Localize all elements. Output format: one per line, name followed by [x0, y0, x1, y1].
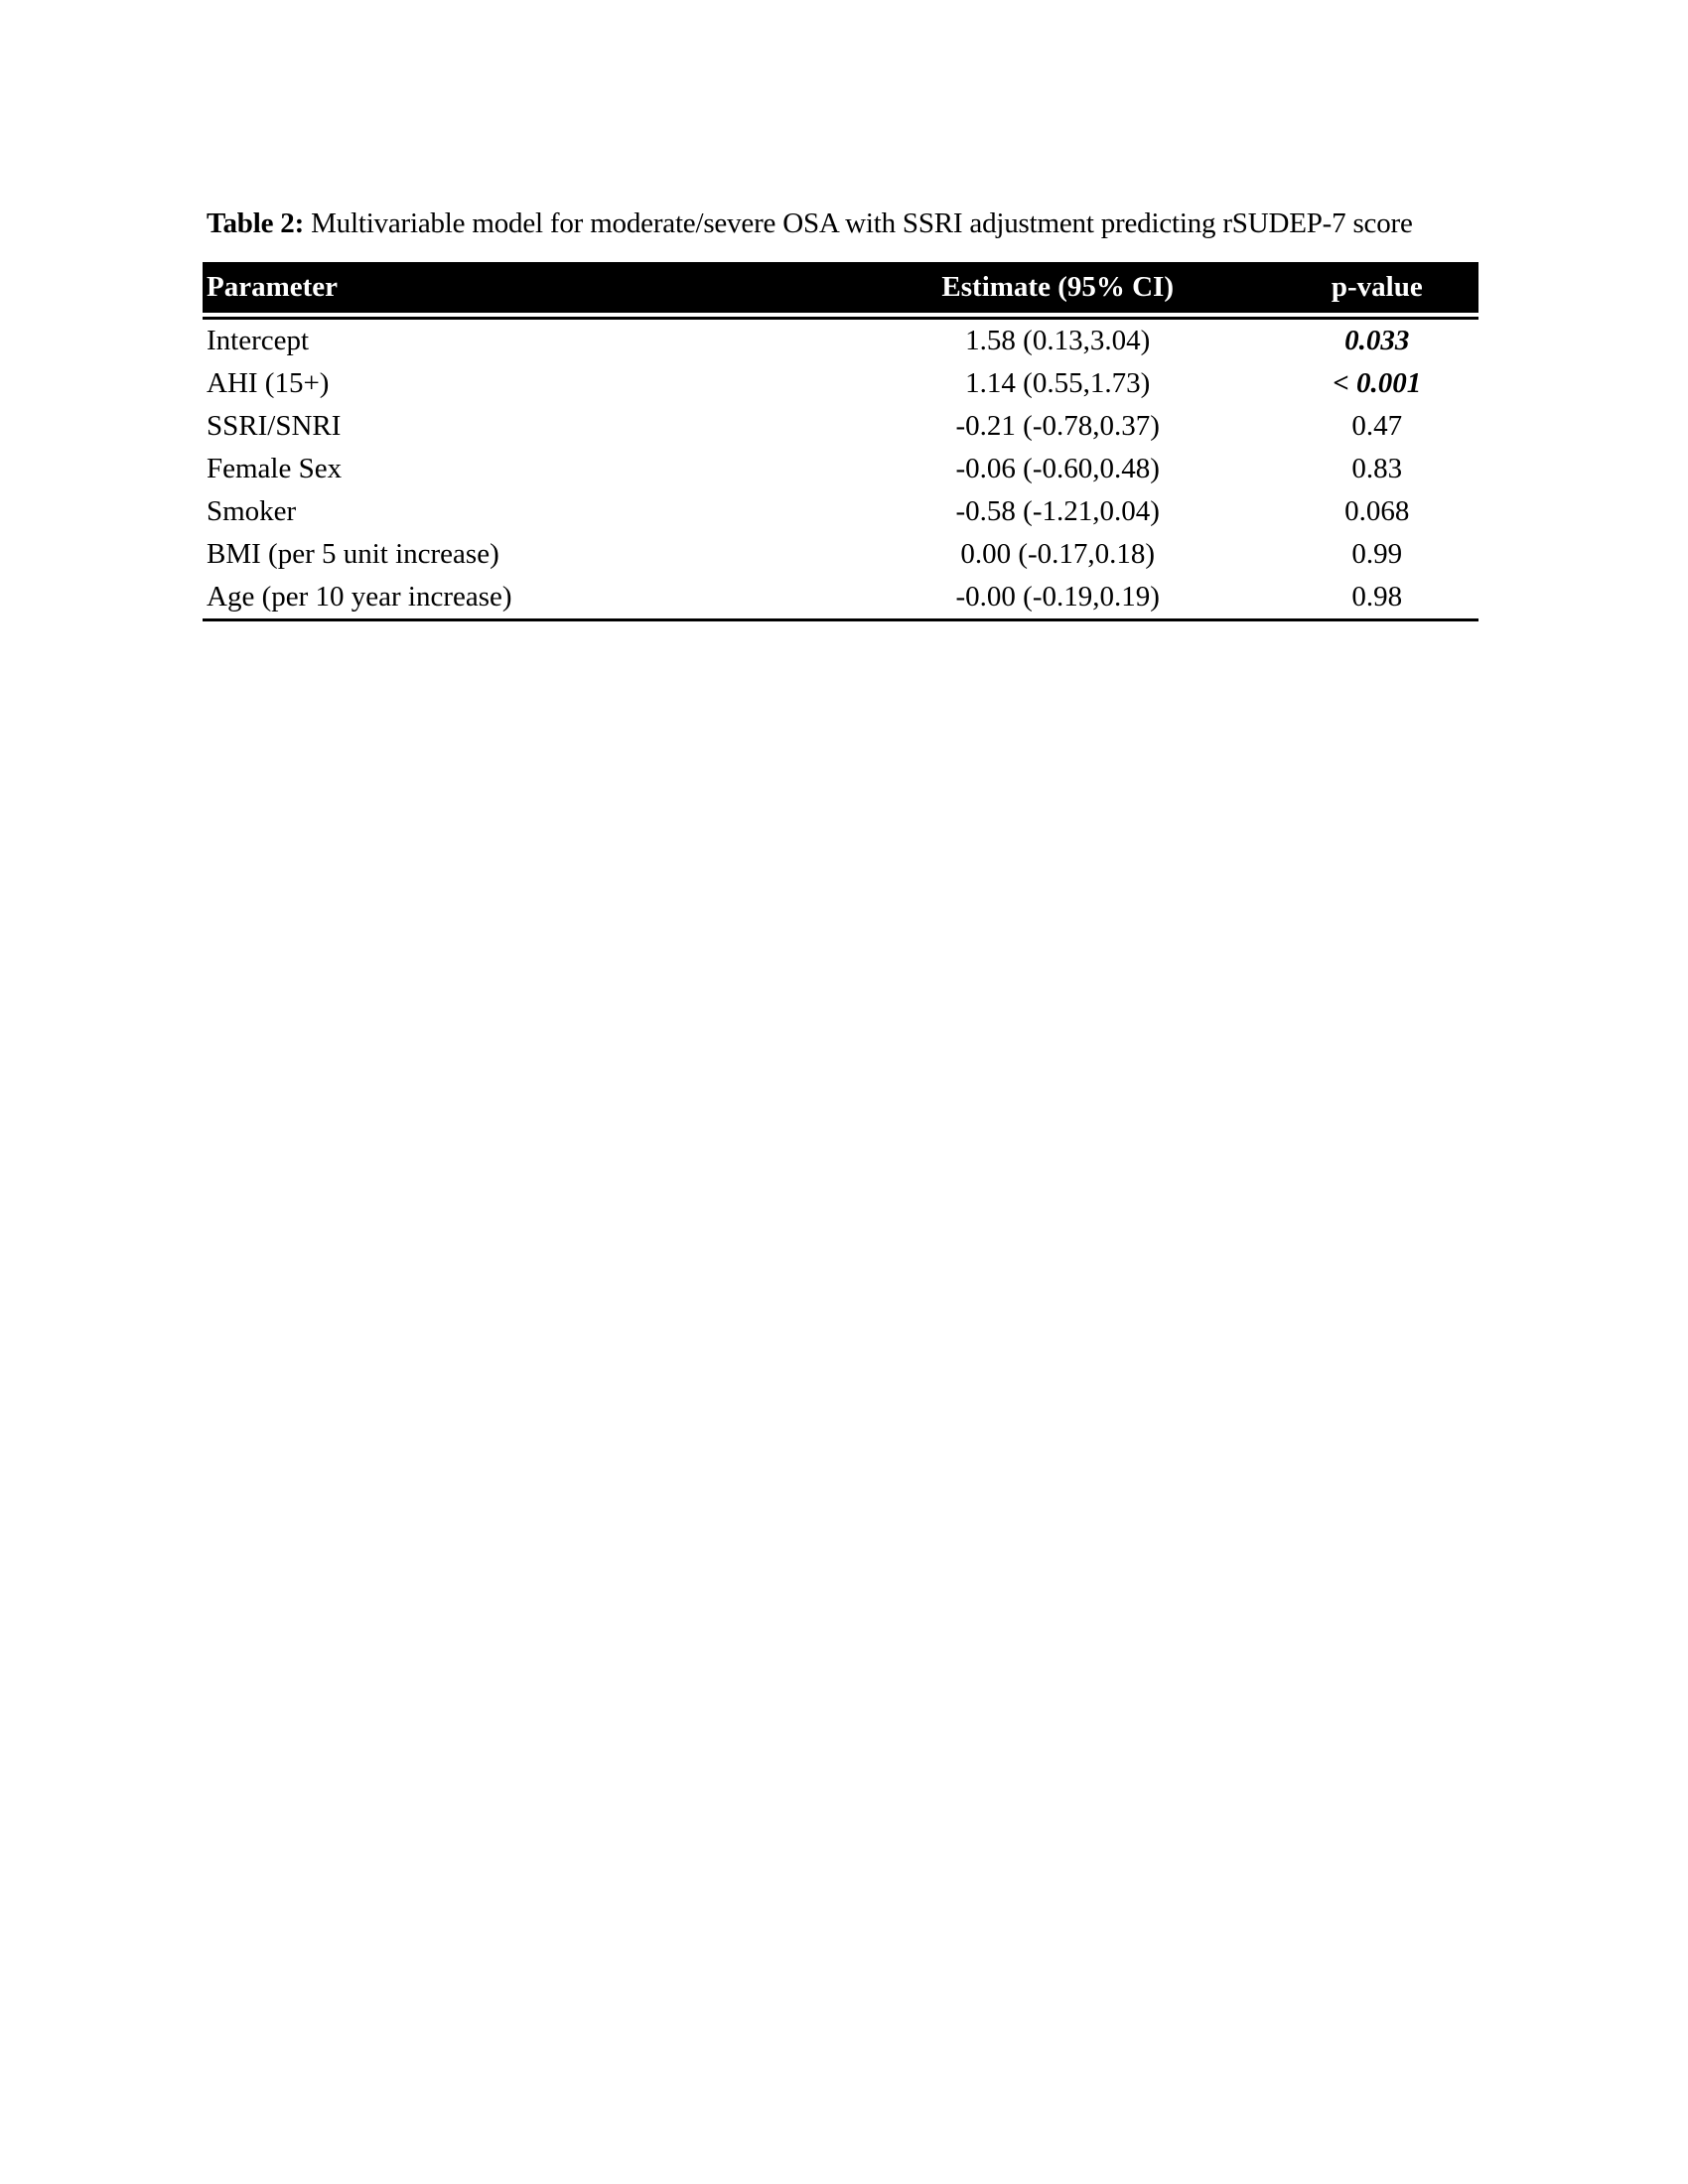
cell-p-value: < 0.001	[1333, 367, 1422, 399]
cell-parameter: Smoker	[207, 495, 297, 527]
header-estimate: Estimate (95% CI)	[941, 271, 1174, 303]
caption-label: Table 2:	[207, 207, 305, 239]
cell-estimate: -0.00 (-0.19,0.19)	[840, 576, 1276, 620]
cell-estimate: -0.58 (-1.21,0.04)	[955, 495, 1160, 527]
cell-p-value: 0.068	[1344, 495, 1410, 527]
header-parameter: Parameter	[207, 271, 339, 303]
table-row	[203, 490, 1478, 533]
table-row	[203, 576, 1478, 620]
table-row	[203, 319, 1478, 363]
table-row	[203, 533, 1478, 576]
cell-estimate: 0.00 (-0.17,0.18)	[960, 538, 1156, 570]
results-table	[203, 262, 1478, 621]
cell-estimate: -0.21 (-0.78,0.37)	[955, 410, 1160, 442]
table-header-row	[203, 262, 1478, 313]
cell-estimate: -0.06 (-0.60,0.48)	[955, 453, 1160, 484]
cell-estimate: 1.14 (0.55,1.73)	[965, 367, 1151, 399]
table-row	[203, 448, 1478, 490]
cell-parameter: Age (per 10 year increase)	[203, 576, 840, 620]
cell-p-value: 0.98	[1276, 576, 1478, 620]
cell-parameter: Intercept	[207, 325, 310, 356]
cell-parameter: AHI (15+)	[207, 367, 330, 399]
header-p-value: p-value	[1331, 271, 1423, 303]
cell-p-value: 0.47	[1351, 410, 1403, 442]
table-caption	[207, 204, 1413, 243]
results-table-container	[203, 262, 1478, 621]
cell-p-value: 0.99	[1351, 538, 1403, 570]
cell-parameter: BMI (per 5 unit increase)	[207, 538, 499, 570]
caption-text: Multivariable model for moderate/severe OSA with SSRI adjustment predicting rSUDEP-7 score	[304, 207, 1413, 239]
table-row	[203, 362, 1478, 405]
cell-parameter: Female Sex	[207, 453, 343, 484]
table-row	[203, 405, 1478, 448]
cell-parameter: SSRI/SNRI	[207, 410, 342, 442]
cell-p-value: 0.033	[1344, 325, 1410, 356]
cell-estimate: 1.58 (0.13,3.04)	[965, 325, 1151, 356]
cell-p-value: 0.83	[1351, 453, 1403, 484]
